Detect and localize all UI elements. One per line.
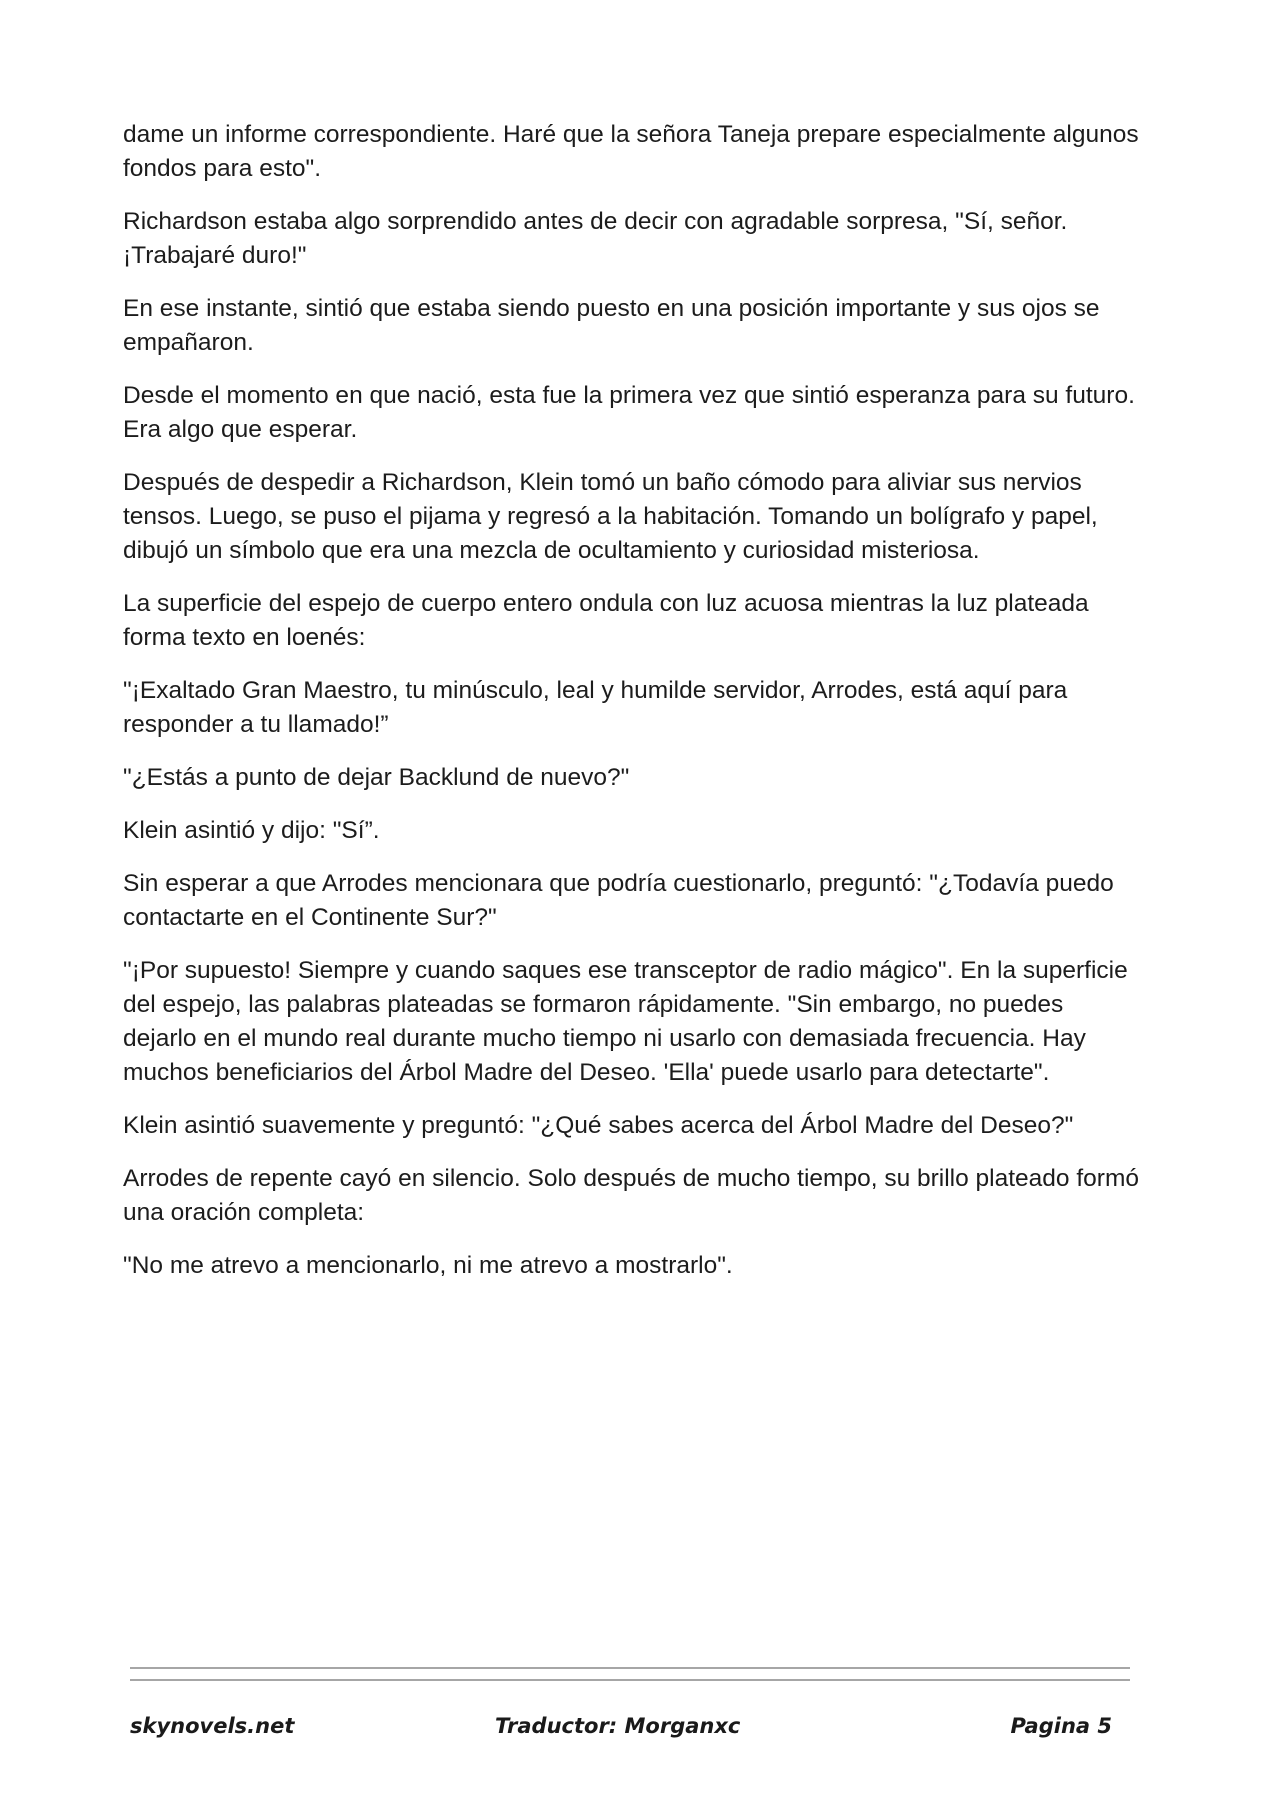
paragraph: Sin esperar a que Arrodes mencionara que podría cuestionarlo, preguntó: "¿Todavía puedo contactarte en el Continente Sur?": [123, 870, 1114, 931]
paragraph: "¡Por supuesto! Siempre y cuando saques ese transceptor de radio mágico". En la superficie del espejo, las palabras plateadas se formaron rápidamente. "Sin embargo, no puedes dejarlo en el mundo real durante mucho tiempo ni usarlo con demasiada frecuencia. Hay muchos beneficiarios del Árbol Madre del Deseo. 'Ella' puede usarlo para detectarte".: [123, 957, 1128, 1086]
footer-page-number: Pagina 5: [1010, 1714, 1112, 1738]
paragraph: Desde el momento en que nació, esta fue la primera vez que sintió esperanza para su futuro. Era algo que esperar.: [123, 382, 1135, 443]
footer-translator: Traductor: Morganxc: [495, 1714, 741, 1738]
paragraph: La superficie del espejo de cuerpo entero ondula con luz acuosa mientras la luz plateada forma texto en loenés:: [123, 590, 1089, 651]
paragraph: "¡Exaltado Gran Maestro, tu minúsculo, leal y humilde servidor, Arrodes, está aquí para responder a tu llamado!”: [123, 677, 1068, 738]
paragraph: "¿Estás a punto de dejar Backlund de nuevo?": [123, 764, 630, 791]
paragraph: Después de despedir a Richardson, Klein tomó un baño cómodo para aliviar sus nervios tensos. Luego, se puso el pijama y regresó a la habitación. Tomando un bolígrafo y papel, dibujó un símbolo que era una mezcla de ocultamiento y curiosidad misteriosa.: [123, 469, 1098, 564]
paragraph: "No me atrevo a mencionarlo, ni me atrevo a mostrarlo".: [123, 1252, 733, 1279]
paragraph: Klein asintió suavemente y preguntó: "¿Qué sabes acerca del Árbol Madre del Deseo?": [123, 1112, 1074, 1139]
page-footer: [130, 1706, 1130, 1746]
paragraph: Klein asintió y dijo: "Sí”.: [123, 817, 380, 844]
page-body-text: [123, 118, 1143, 1302]
paragraph: Arrodes de repente cayó en silencio. Solo después de mucho tiempo, su brillo plateado formó una oración completa:: [123, 1165, 1139, 1226]
footer-site: skynovels.net: [130, 1714, 295, 1738]
paragraph: En ese instante, sintió que estaba siendo puesto en una posición importante y sus ojos se empañaron.: [123, 295, 1100, 356]
footer-divider-bottom: [130, 1679, 1130, 1681]
footer-divider-top: [130, 1667, 1130, 1669]
paragraph: Richardson estaba algo sorprendido antes de decir con agradable sorpresa, "Sí, señor. ¡Trabajaré duro!": [123, 208, 1068, 269]
paragraph: dame un informe correspondiente. Haré que la señora Taneja prepare especialmente algunos fondos para esto".: [123, 121, 1139, 182]
